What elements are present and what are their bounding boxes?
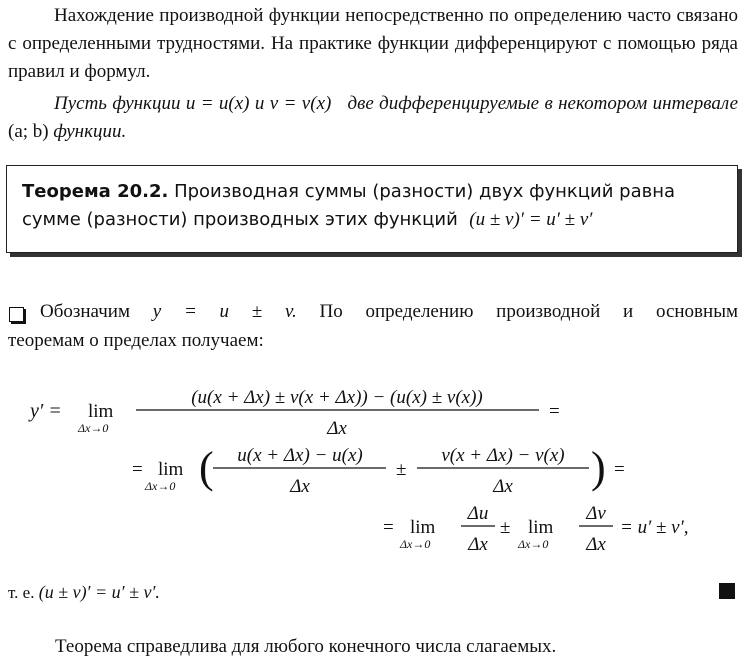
eq-lim-sub-1: Δx→0 [78,421,109,435]
eq-dv: Δv [586,503,606,524]
eq-lim-2: lim [158,459,184,480]
eq-frac2-denominator: Δx [290,476,310,497]
eq-equals-3: = [614,459,625,480]
theorem-line-2 [22,206,722,234]
theorem-text-1: Производная суммы (разности) двух функций равна [174,181,676,202]
theorem-formula: (u ± v)′ = u′ ± v′ [469,209,593,230]
eq-pm-3: ± [500,517,511,538]
eq-dv-denominator: Δx [586,534,606,555]
eq-result: = u′ ± v′, [620,517,689,538]
eq-frac3-numerator: v(x + Δx) − v(x) [441,445,565,466]
proof-intro-eq: y = u ± v. [152,301,297,322]
let-lead: Пусть функции [54,93,181,114]
eq-lim-sub-3: Δx→0 [400,537,431,551]
eq-equals-4: = [383,517,394,538]
eq-lhs: y′ = [30,400,62,422]
theorem-statement [22,178,722,234]
eq-lim-1: lim [88,401,114,422]
proof-intro-post: По определению производной и основным [319,301,738,322]
let-and: и [254,93,265,114]
let-tail-2: некотором интервале [558,93,739,114]
proof-conclusion [8,580,160,605]
let-tail-1: две дифференцируемые в [347,93,553,114]
theorem-line-1 [22,178,722,206]
eq-equals-1: = [549,401,560,422]
v-definition: v = v(x) [269,93,332,114]
u-definition: u = u(x) [185,93,250,114]
proof-intro-line-2 [8,327,264,355]
proof-intro-line-1 [40,298,738,326]
eq-du: Δu [467,503,489,524]
let-statement [8,90,738,146]
limit-equation [0,370,754,565]
eq-frac1-numerator: (u(x + Δx) ± v(x + Δx)) − (u(x) ± v(x)) [191,387,483,408]
eq-lim-sub-2: Δx→0 [145,479,176,493]
final-sentence-text: Теорема справедлива для любого конечного числа слагаемых. [55,636,557,657]
eq-frac1-denominator: Δx [327,418,347,439]
eq-equals-2: = [132,459,143,480]
proof-start-icon [9,307,24,322]
eq-frac2-numerator: u(x + Δx) − u(x) [237,445,363,466]
eq-right-paren: ) [591,443,606,492]
eq-frac3-denominator: Δx [493,476,513,497]
theorem-text-2: сумме (разности) производных этих функций [22,209,458,230]
proof-intro-2: теоремам о пределах получаем: [8,330,264,351]
conclusion-lead: т. е. [8,583,35,602]
let-interval: (a; b) [8,121,49,142]
conclusion-formula: (u ± v)′ = u′ ± v′. [38,582,160,602]
final-sentence [55,633,556,661]
intro-paragraph [8,2,738,86]
let-tail-3: функции. [53,121,127,142]
proof-intro-pre: Обозначим [40,301,130,322]
intro-text: Нахождение производной функции непосредственно по определению часто связано с определенными трудностями. На практике функции дифференцируют с помощью ряда правил и формул. [8,5,738,82]
eq-lim-sub-4: Δx→0 [518,537,549,551]
eq-lim-4: lim [528,517,554,538]
eq-lim-3: lim [410,517,436,538]
theorem-label: Теорема 20.2. [22,181,169,202]
qed-icon [719,583,735,599]
eq-pm-2: ± [396,459,407,480]
eq-left-paren: ( [199,443,214,492]
eq-du-denominator: Δx [468,534,488,555]
